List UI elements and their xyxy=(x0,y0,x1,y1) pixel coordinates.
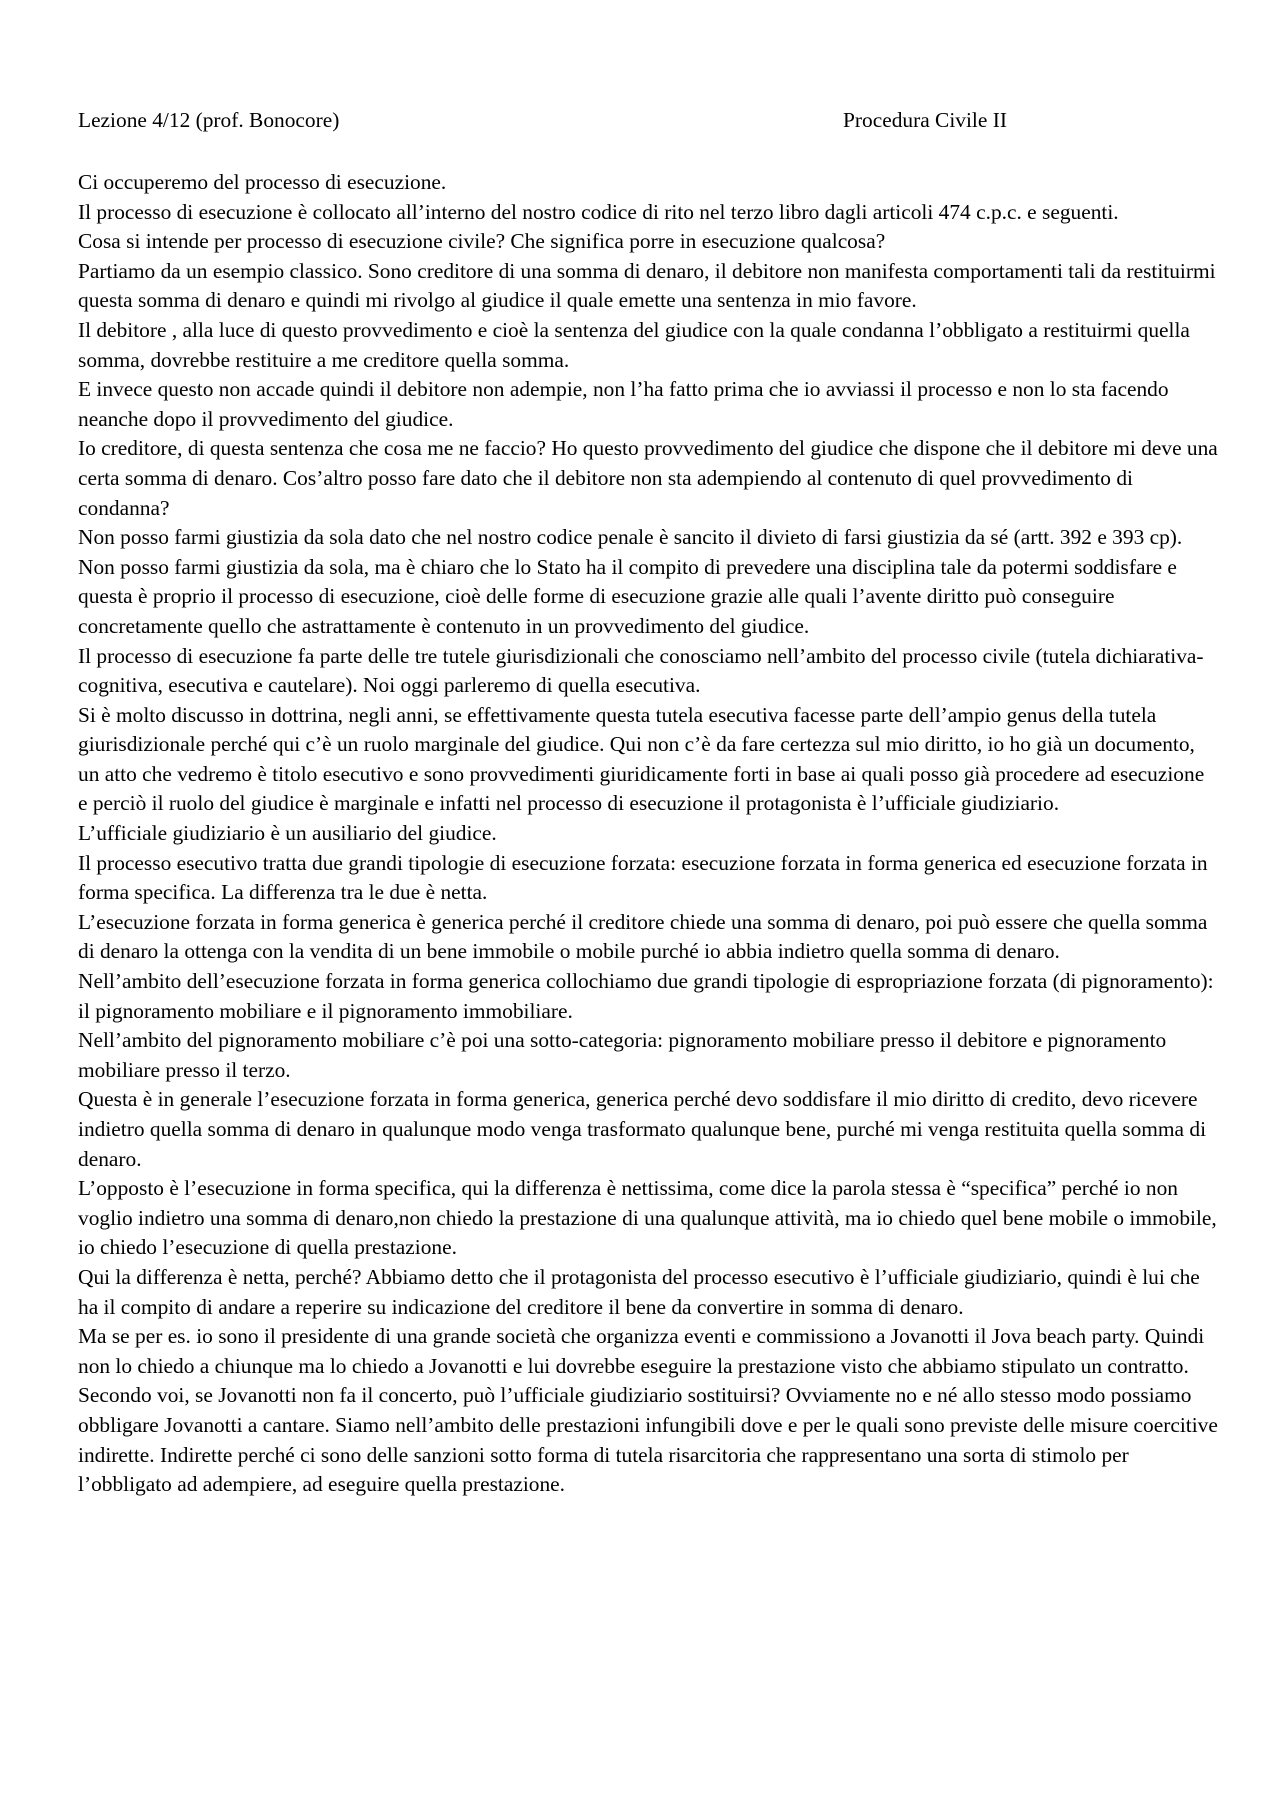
paragraph: Ci occuperemo del processo di esecuzione. xyxy=(78,170,447,194)
paragraph: L’opposto è l’esecuzione in forma specifica, qui la differenza è nettissima, come dice la parola stessa è “specifica” perché io non voglio indietro una somma di denaro,non chiedo la prestazione di una qualunque attività, ma io chiedo quel bene mobile o immobile, io chiedo l’esecuzione di quella prestazione. xyxy=(78,1176,1217,1260)
paragraph: Ma se per es. io sono il presidente di una grande società che organizza eventi e commissiono a Jovanotti il Jova beach party. Quindi non lo chiedo a chiunque ma lo chiedo a Jovanotti e lui dovrebbe eseguire la prestazione visto che abbiamo stipulato un contratto. Secondo voi, se Jovanotti non fa il concerto, può l’ufficiale giudiziario sostituirsi? Ovviamente no e né allo stesso modo possiamo obbligare Jovanotti a cantare. Siamo nell’ambito delle prestazioni infungibili dove e per le quali sono previste delle misure coercitive indirette. Indirette perché ci sono delle sanzioni sotto forma di tutela risarcitoria che rappresentano una sorta di stimolo per l’obbligato ad adempiere, ad eseguire quella prestazione. xyxy=(78,1324,1218,1497)
paragraph: Non posso farmi giustizia da sola dato che nel nostro codice penale è sancito il divieto di farsi giustizia da sé (artt. 392 e 393 cp). Non posso farmi giustizia da sola, ma è chiaro che lo Stato ha il compito di prevedere una disciplina tale da potermi soddisfare e questa è proprio il processo di esecuzione, cioè delle forme di esecuzione grazie alle quali l’avente diritto può conseguire concretamente quello che astrattamente è contenuto in un provvedimento del giudice. xyxy=(78,525,1183,638)
paragraph: Partiamo da un esempio classico. Sono creditore di una somma di denaro, il debitore non manifesta comportamenti tali da restituirmi questa somma di denaro e quindi mi rivolgo al giudice il quale emette una sentenza in mio favore. xyxy=(78,258,1216,313)
paragraph: Il processo esecutivo tratta due grandi tipologie di esecuzione forzata: esecuzione forzata in forma generica ed esecuzione forzata in forma specifica. La differenza tra le due è netta. xyxy=(78,850,1208,905)
paragraph: Qui la differenza è netta, perché? Abbiamo detto che il protagonista del processo esecutivo è l’ufficiale giudiziario, quindi è lui che ha il compito di andare a reperire su indicazione del creditore il bene da convertire in somma di denaro. xyxy=(78,1264,1200,1319)
paragraph: Si è molto discusso in dottrina, negli anni, se effettivamente questa tutela esecutiva facesse parte dell’ampio genus della tutela giurisdizionale perché qui c’è un ruolo marginale del giudice. Qui non c’è da fare certezza sul mio diritto, io ho già un documento, un atto che vedremo è titolo esecutivo e sono provvedimenti giuridicamente forti in base ai quali posso già procedere ad esecuzione e perciò il ruolo del giudice è marginale e infatti nel processo di esecuzione il protagonista è l’ufficiale giudiziario. xyxy=(78,702,1205,816)
paragraph: L’ufficiale giudiziario è un ausiliario del giudice. xyxy=(78,821,497,846)
course-title: Procedura Civile II xyxy=(843,108,1007,132)
paragraph: Il processo di esecuzione fa parte delle tre tutele giurisdizionali che conosciamo nell’ambito del processo civile (tutela dichiarativa-cognitiva, esecutiva e cautelare). Noi oggi parleremo di quella esecutiva. xyxy=(78,643,1204,698)
page-header xyxy=(78,108,1078,138)
paragraph: Io creditore, di questa sentenza che cosa me ne faccio? Ho questo provvedimento del giudice che dispone che il debitore mi deve una certa somma di denaro. Cos’altro posso fare dato che il debitore non sta adempiendo al contenuto di quel provvedimento di condanna? xyxy=(78,436,1218,520)
paragraph: Nell’ambito dell’esecuzione forzata in forma generica collochiamo due grandi tipologie di espropriazione forzata (di pignoramento): il pignoramento mobiliare e il pignoramento immobiliare. xyxy=(78,969,1214,1023)
paragraph: Nell’ambito del pignoramento mobiliare c’è poi una sotto-categoria: pignoramento mobiliare presso il debitore e pignoramento mobiliare presso il terzo. xyxy=(78,1028,1167,1082)
paragraph: Il debitore , alla luce di questo provvedimento e cioè la sentenza del giudice con la quale condanna l’obbligato a restituirmi quella somma, dovrebbe restituire a me creditore quella somma. xyxy=(78,317,1190,372)
lecture-title: Lezione 4/12 (prof. Bonocore) xyxy=(78,108,340,132)
document-body xyxy=(78,168,1218,1500)
paragraph: L’esecuzione forzata in forma generica è generica perché il creditore chiede una somma di denaro, poi può essere che quella somma di denaro la ottenga con la vendita di un bene immobile o mobile purché io abbia indietro quella somma di denaro. xyxy=(78,909,1208,964)
paragraph: Cosa si intende per processo di esecuzione civile? Che significa porre in esecuzione qualcosa? xyxy=(78,229,886,254)
paragraph: Il processo di esecuzione è collocato all’interno del nostro codice di rito nel terzo libro dagli articoli 474 c.p.c. e seguenti. xyxy=(78,199,1119,224)
paragraph: Questa è in generale l’esecuzione forzata in forma generica, generica perché devo soddisfare il mio diritto di credito, devo ricevere indietro quella somma di denaro in qualunque modo venga trasformato qualunque bene, purché mi venga restituita quella somma di denaro. xyxy=(78,1087,1207,1171)
paragraph: E invece questo non accade quindi il debitore non adempie, non l’ha fatto prima che io avviassi il processo e non lo sta facendo neanche dopo il provvedimento del giudice. xyxy=(78,377,1169,431)
